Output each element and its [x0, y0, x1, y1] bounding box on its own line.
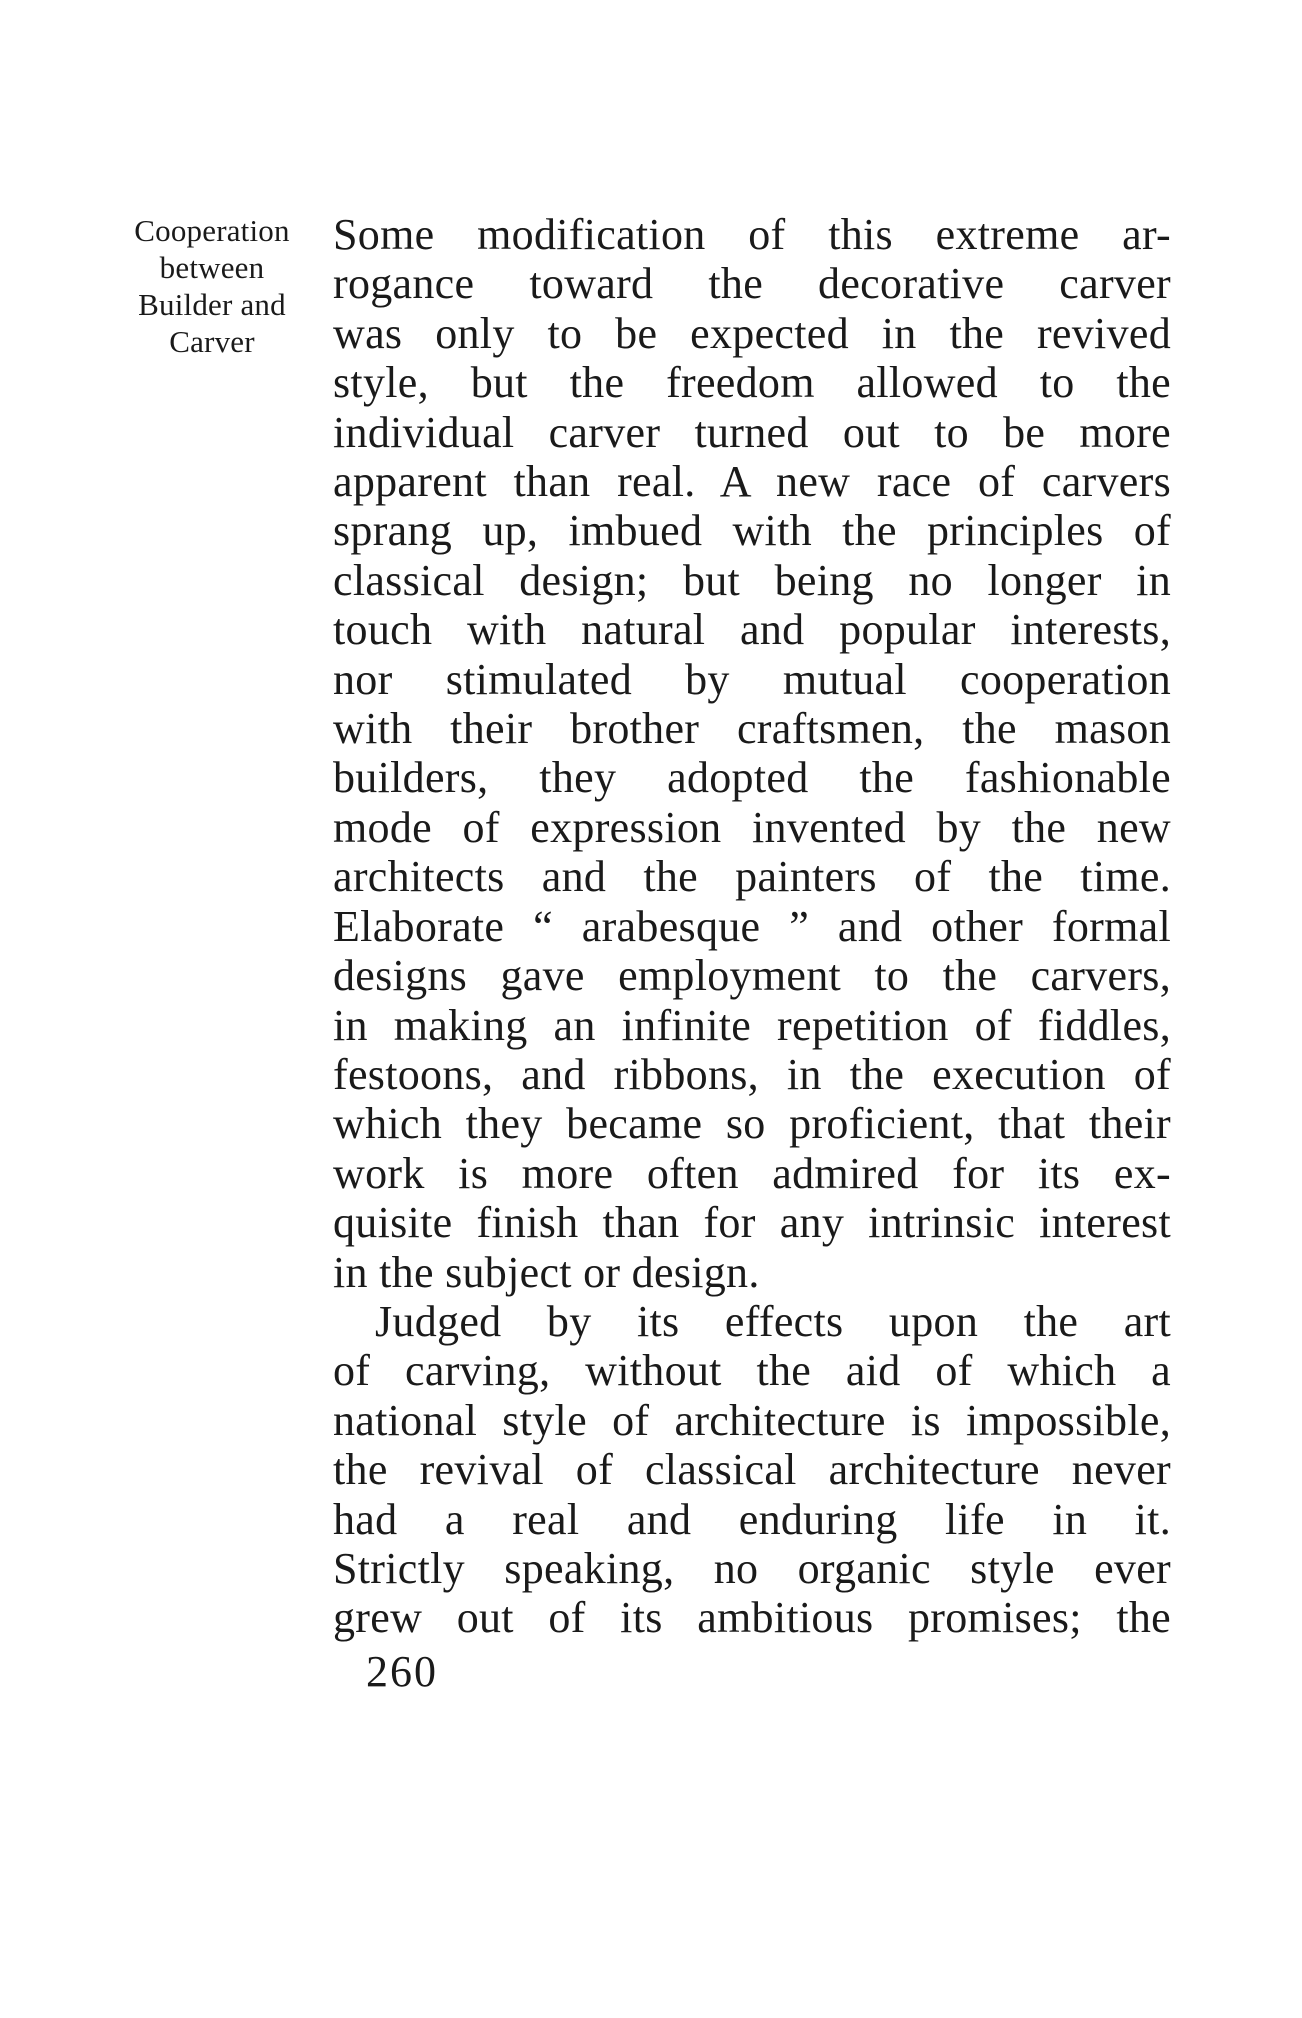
text-line: Elaborate “ arabesque ” and other formal	[333, 901, 1171, 951]
text-line: had a real and enduring life in it.	[333, 1494, 1171, 1544]
text-line: was only to be expected in the revived	[333, 308, 1171, 358]
text-line: designs gave employment to the carvers,	[333, 951, 1171, 1001]
text-line: touch with natural and popular interests,	[333, 605, 1171, 655]
margin-note-line: Builder and	[138, 287, 286, 322]
margin-note-line: Cooperation	[134, 213, 290, 248]
text-line: Judged by its effects upon the art	[375, 1296, 1171, 1346]
text-line: festoons, and ribbons, in the execution of	[333, 1049, 1171, 1099]
text-line: builders, they adopted the fashionable	[333, 753, 1171, 803]
text-line: the revival of classical architecture never	[333, 1445, 1171, 1495]
text-line: individual carver turned out to be more	[333, 407, 1171, 457]
margin-note-line: between	[159, 250, 265, 285]
text-line: classical design; but being no longer in	[333, 555, 1171, 605]
text-line: Strictly speaking, no organic style ever	[333, 1543, 1171, 1593]
text-line: grew out of its ambitious promises; the	[333, 1593, 1171, 1643]
text-line: sprang up, imbued with the principles of	[333, 506, 1171, 556]
text-line: style, but the freedom allowed to the	[333, 358, 1171, 408]
text-line: in making an infinite repetition of fiddles,	[333, 1000, 1171, 1050]
text-line: with their brother craftsmen, the mason	[333, 704, 1171, 754]
text-line: of carving, without the aid of which a	[333, 1346, 1171, 1396]
text-line: apparent than real. A new race of carvers	[333, 457, 1171, 507]
margin-note	[112, 212, 312, 360]
text-line: national style of architecture is impossible,	[333, 1395, 1171, 1445]
text-line: architects and the painters of the time.	[333, 852, 1171, 902]
text-line: Some modification of this extreme ar-	[333, 210, 1171, 259]
text-line: mode of expression invented by the new	[333, 802, 1171, 852]
text-line: in the subject or design.	[333, 1247, 760, 1297]
text-line: which they became so proficient, that their	[333, 1099, 1171, 1149]
text-line: quisite finish than for any intrinsic interest	[333, 1198, 1171, 1248]
text-line: work is more often admired for its ex-	[333, 1148, 1171, 1198]
text-line: rogance toward the decorative carver	[333, 259, 1171, 309]
paragraph-2	[333, 1297, 1171, 1643]
margin-note-line: Carver	[169, 324, 255, 359]
page-number: 260	[366, 1647, 438, 1696]
body-text	[333, 210, 1171, 1643]
paragraph-1	[333, 210, 1171, 1297]
text-line: nor stimulated by mutual cooperation	[333, 654, 1171, 704]
